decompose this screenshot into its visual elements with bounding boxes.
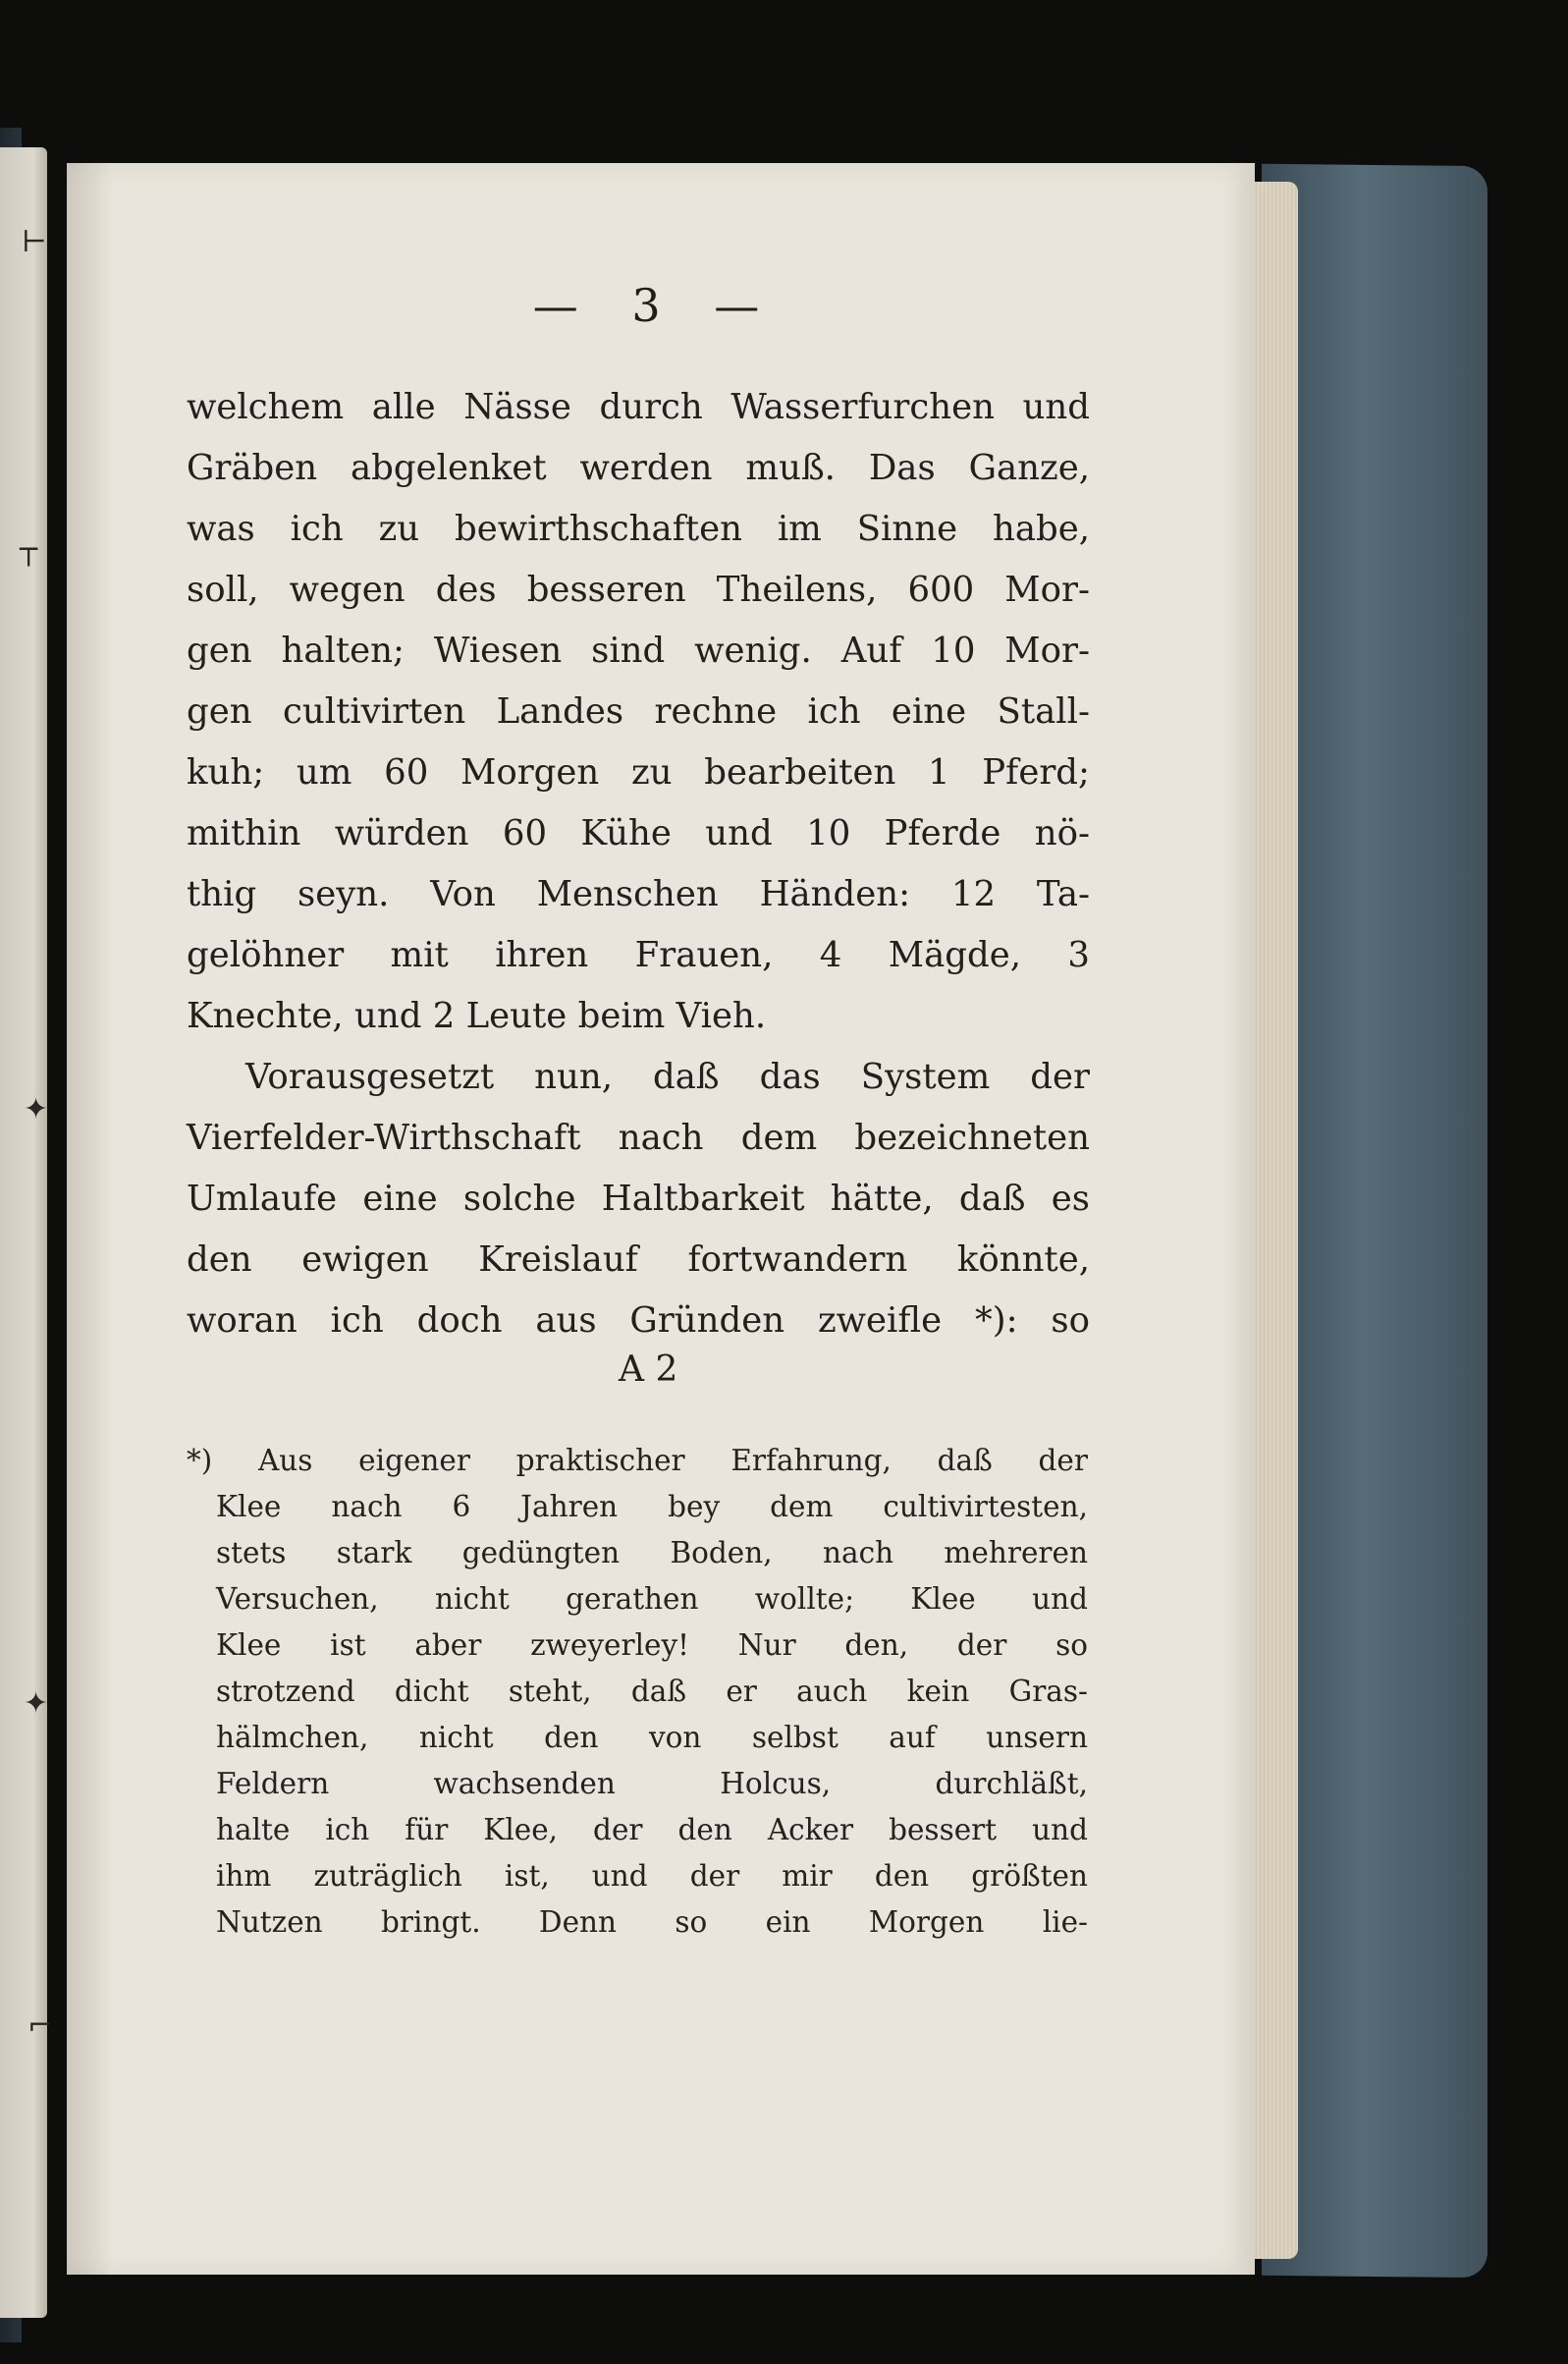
book-page bbox=[67, 163, 1255, 2275]
footnote-line: Feldern wachsenden Holcus, durchläßt, bbox=[216, 1767, 1088, 1800]
body-line: gen halten; Wiesen sind wenig. Auf 10 Mor- bbox=[187, 631, 1090, 671]
footnote-line: Klee nach 6 Jahren bey dem cultivirtesten, bbox=[216, 1490, 1088, 1523]
body-line: woran ich doch aus Gründen zweifle *): so bbox=[187, 1300, 1090, 1341]
margin-mark: ┬ bbox=[20, 532, 38, 567]
margin-mark: ✦ bbox=[24, 1092, 49, 1127]
margin-mark: ⊢ bbox=[22, 225, 47, 259]
facing-page-edge bbox=[0, 147, 47, 2318]
footnote bbox=[187, 1438, 1088, 1946]
body-line: Knechte, und 2 Leute beim Vieh. bbox=[187, 996, 767, 1036]
body-line: den ewigen Kreislauf fortwandern könnte, bbox=[187, 1239, 1090, 1280]
body-line: Umlaufe eine solche Haltbarkeit hätte, daß es bbox=[187, 1179, 1090, 1219]
footnote-line: strotzend dicht steht, daß er auch kein Gras- bbox=[216, 1675, 1088, 1708]
body-line: Gräben abgelenket werden muß. Das Ganze, bbox=[187, 448, 1090, 488]
footnote-line: hälmchen, nicht den von selbst auf unsern bbox=[216, 1721, 1088, 1754]
body-line: mithin würden 60 Kühe und 10 Pferde nö- bbox=[187, 813, 1090, 853]
footnote-line: halte ich für Klee, der den Acker bessert und bbox=[216, 1813, 1088, 1846]
body-line: gelöhner mit ihren Frauen, 4 Mägde, 3 bbox=[187, 935, 1090, 975]
body-line: thig seyn. Von Menschen Händen: 12 Ta- bbox=[187, 874, 1090, 914]
margin-mark: ✦ bbox=[24, 1686, 49, 1721]
footnote-line: Nutzen bringt. Denn so ein Morgen lie- bbox=[216, 1905, 1088, 1939]
footnote-line: Versuchen, nicht gerathen wollte; Klee und bbox=[216, 1582, 1088, 1616]
body-line: gen cultivirten Landes rechne ich eine Stall- bbox=[187, 691, 1090, 732]
spine-shade bbox=[67, 163, 112, 2275]
body-line: Vorausgesetzt nun, daß das System der bbox=[245, 1057, 1090, 1097]
footnote-line: ihm zuträglich ist, und der mir den größten bbox=[216, 1859, 1088, 1893]
body-line: soll, wegen des besseren Theilens, 600 Mor- bbox=[187, 570, 1090, 610]
body-line: Vierfelder-Wirthschaft nach dem bezeichneten bbox=[187, 1118, 1090, 1158]
body-text bbox=[187, 377, 1090, 1351]
margin-mark: ⌐ bbox=[27, 2008, 53, 2043]
footnote-line: stets stark gedüngten Boden, nach mehreren bbox=[216, 1536, 1088, 1569]
footnote-line: Klee ist aber zweyerley! Nur den, der so bbox=[216, 1628, 1088, 1662]
body-line: welchem alle Nässe durch Wasserfurchen und bbox=[187, 387, 1090, 427]
page-number-header: — 3 — bbox=[532, 279, 780, 332]
body-line: was ich zu bewirthschaften im Sinne habe, bbox=[187, 509, 1090, 549]
footnote-line: *) Aus eigener praktischer Erfahrung, daß der bbox=[187, 1444, 1088, 1477]
body-line: kuh; um 60 Morgen zu bearbeiten 1 Pferd; bbox=[187, 752, 1090, 793]
signature-mark: A 2 bbox=[619, 1349, 678, 1390]
